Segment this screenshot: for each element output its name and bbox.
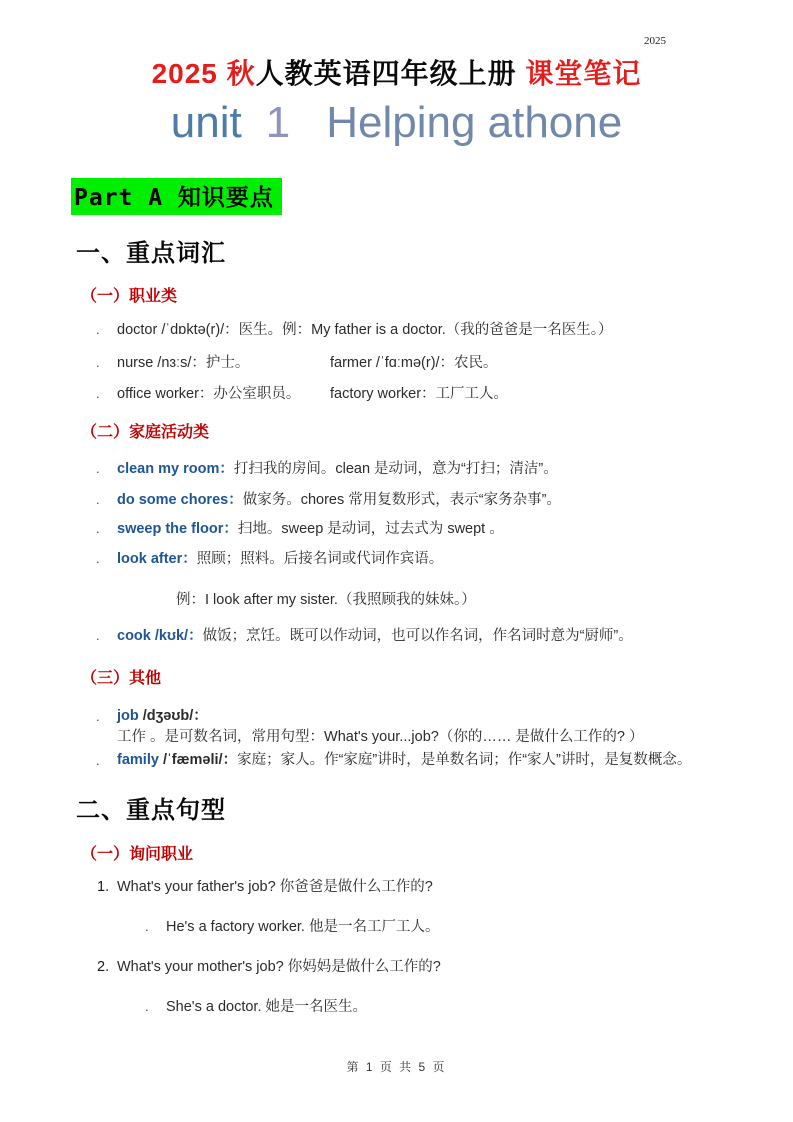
bullet-dot: . (96, 521, 100, 536)
bullet-dot: . (96, 322, 100, 337)
title-segment-middle: 人教英语四年级上册 (255, 58, 526, 89)
bullet-dot: . (96, 753, 100, 768)
bullet-dot: . (96, 628, 100, 643)
term-label: clean my room： (117, 461, 234, 477)
item-text: 做饭；烹饪。既可以作动词，也可以作名词，作名词时意为“厨师”。 (202, 628, 633, 644)
item-text-factory-worker: factory worker：工厂工人。 (330, 386, 509, 402)
page-footer: 第 1 页 共 5 页 (346, 1060, 447, 1074)
item-text: 工作 。是可数名词，常用句型：What's your...job?（你的…… 是做什么工作的? ） (117, 729, 644, 745)
vocab-item-clean-my-room (96, 459, 558, 479)
vocab-item-do-some-chores (96, 490, 561, 510)
vocab-item-cook (96, 626, 633, 646)
item-text: 扫地。sweep 是动词，过去式为 swept 。 (237, 521, 504, 537)
item-text: 做家务。chores 常用复数形式，表示“家务杂事”。 (242, 492, 561, 508)
item-text: doctor /ˈdɒktə(r)/：医生。例：My father is a doctor.（我的爸爸是一名医生。） (117, 322, 613, 338)
unit-title (0, 98, 793, 148)
section-heading-vocab: 一、重点词汇 (76, 240, 226, 267)
answer-text: He's a factory worker. 他是一名工厂工人。 (166, 919, 440, 935)
unit-word: unit (170, 98, 242, 147)
section-heading-sentences: 二、重点句型 (76, 797, 226, 824)
term-label: family (117, 752, 159, 768)
item-text-farmer: farmer /ˈfɑːmə(r)/：农民。 (330, 355, 498, 371)
question-text: What's your mother's job? 你妈妈是做什么工作的? (117, 959, 441, 975)
title-segment-year: 2025 秋 (151, 58, 256, 89)
question-item-2 (97, 957, 441, 977)
title-segment-notes: 课堂笔记 (525, 58, 642, 89)
answer-item-1 (145, 917, 439, 937)
item-text-nurse: nurse /nɜːs/：护士。 (117, 355, 250, 371)
term-label: look after： (117, 551, 197, 567)
vocab-item-sweep-the-floor (96, 519, 504, 539)
question-number: 1. (97, 879, 110, 895)
answer-item-2 (145, 997, 367, 1017)
item-text: 打扫我的房间。clean 是动词，意为“打扫；清洁”。 (233, 461, 558, 477)
part-a-heading: Part A 知识要点 (71, 178, 282, 215)
phonetic-label: /ˈfæməli/： (158, 752, 238, 768)
bullet-dot: . (96, 709, 100, 724)
bullet-dot: . (96, 492, 100, 507)
phonetic-label: /dʒəʊb/： (138, 708, 208, 724)
bullet-dot: . (145, 999, 149, 1014)
corner-year-label: 2025 (644, 35, 666, 47)
document-title (0, 52, 793, 92)
subheading-ask-jobs: （一）询问职业 (81, 846, 194, 863)
vocab-item-workers (96, 384, 508, 404)
answer-text: She's a doctor. 她是一名医生。 (166, 999, 367, 1015)
example-line: 例：I look after my sister.（我照顾我的妹妹。） (176, 592, 476, 608)
vocab-item-doctor (96, 320, 613, 340)
unit-number: 1 (265, 98, 291, 147)
term-label: do some chores： (117, 492, 243, 508)
unit-name: Helping athone (326, 98, 623, 147)
subheading-activities: （二）家庭活动类 (81, 424, 210, 441)
bullet-dot: . (145, 919, 149, 934)
bullet-dot: . (96, 551, 100, 566)
vocab-item-family (96, 750, 733, 771)
vocab-item-nurse-farmer (96, 353, 498, 373)
question-number: 2. (97, 959, 110, 975)
term-label: sweep the floor： (117, 521, 238, 537)
question-item-1 (97, 877, 433, 897)
subheading-jobs: （一）职业类 (81, 288, 178, 305)
bullet-dot: . (96, 355, 100, 370)
question-text: What's your father's job? 你爸爸是做什么工作的? (117, 879, 433, 895)
term-label: job (117, 708, 139, 724)
term-label: cook /kʊk/： (117, 628, 203, 644)
item-text: 照顾；照料。后接名词或代词作宾语。 (196, 551, 444, 567)
item-text: 家庭；家人。作“家庭”讲时，是单数名词；作“家人”讲时，是复数概念。 (237, 752, 692, 768)
subheading-others: （三）其他 (81, 670, 162, 687)
bullet-dot: . (96, 461, 100, 476)
vocab-item-job (96, 706, 733, 748)
vocab-item-look-after (96, 549, 443, 569)
item-text-office-worker: office worker：办公室职员。 (117, 386, 301, 402)
bullet-dot: . (96, 386, 100, 401)
